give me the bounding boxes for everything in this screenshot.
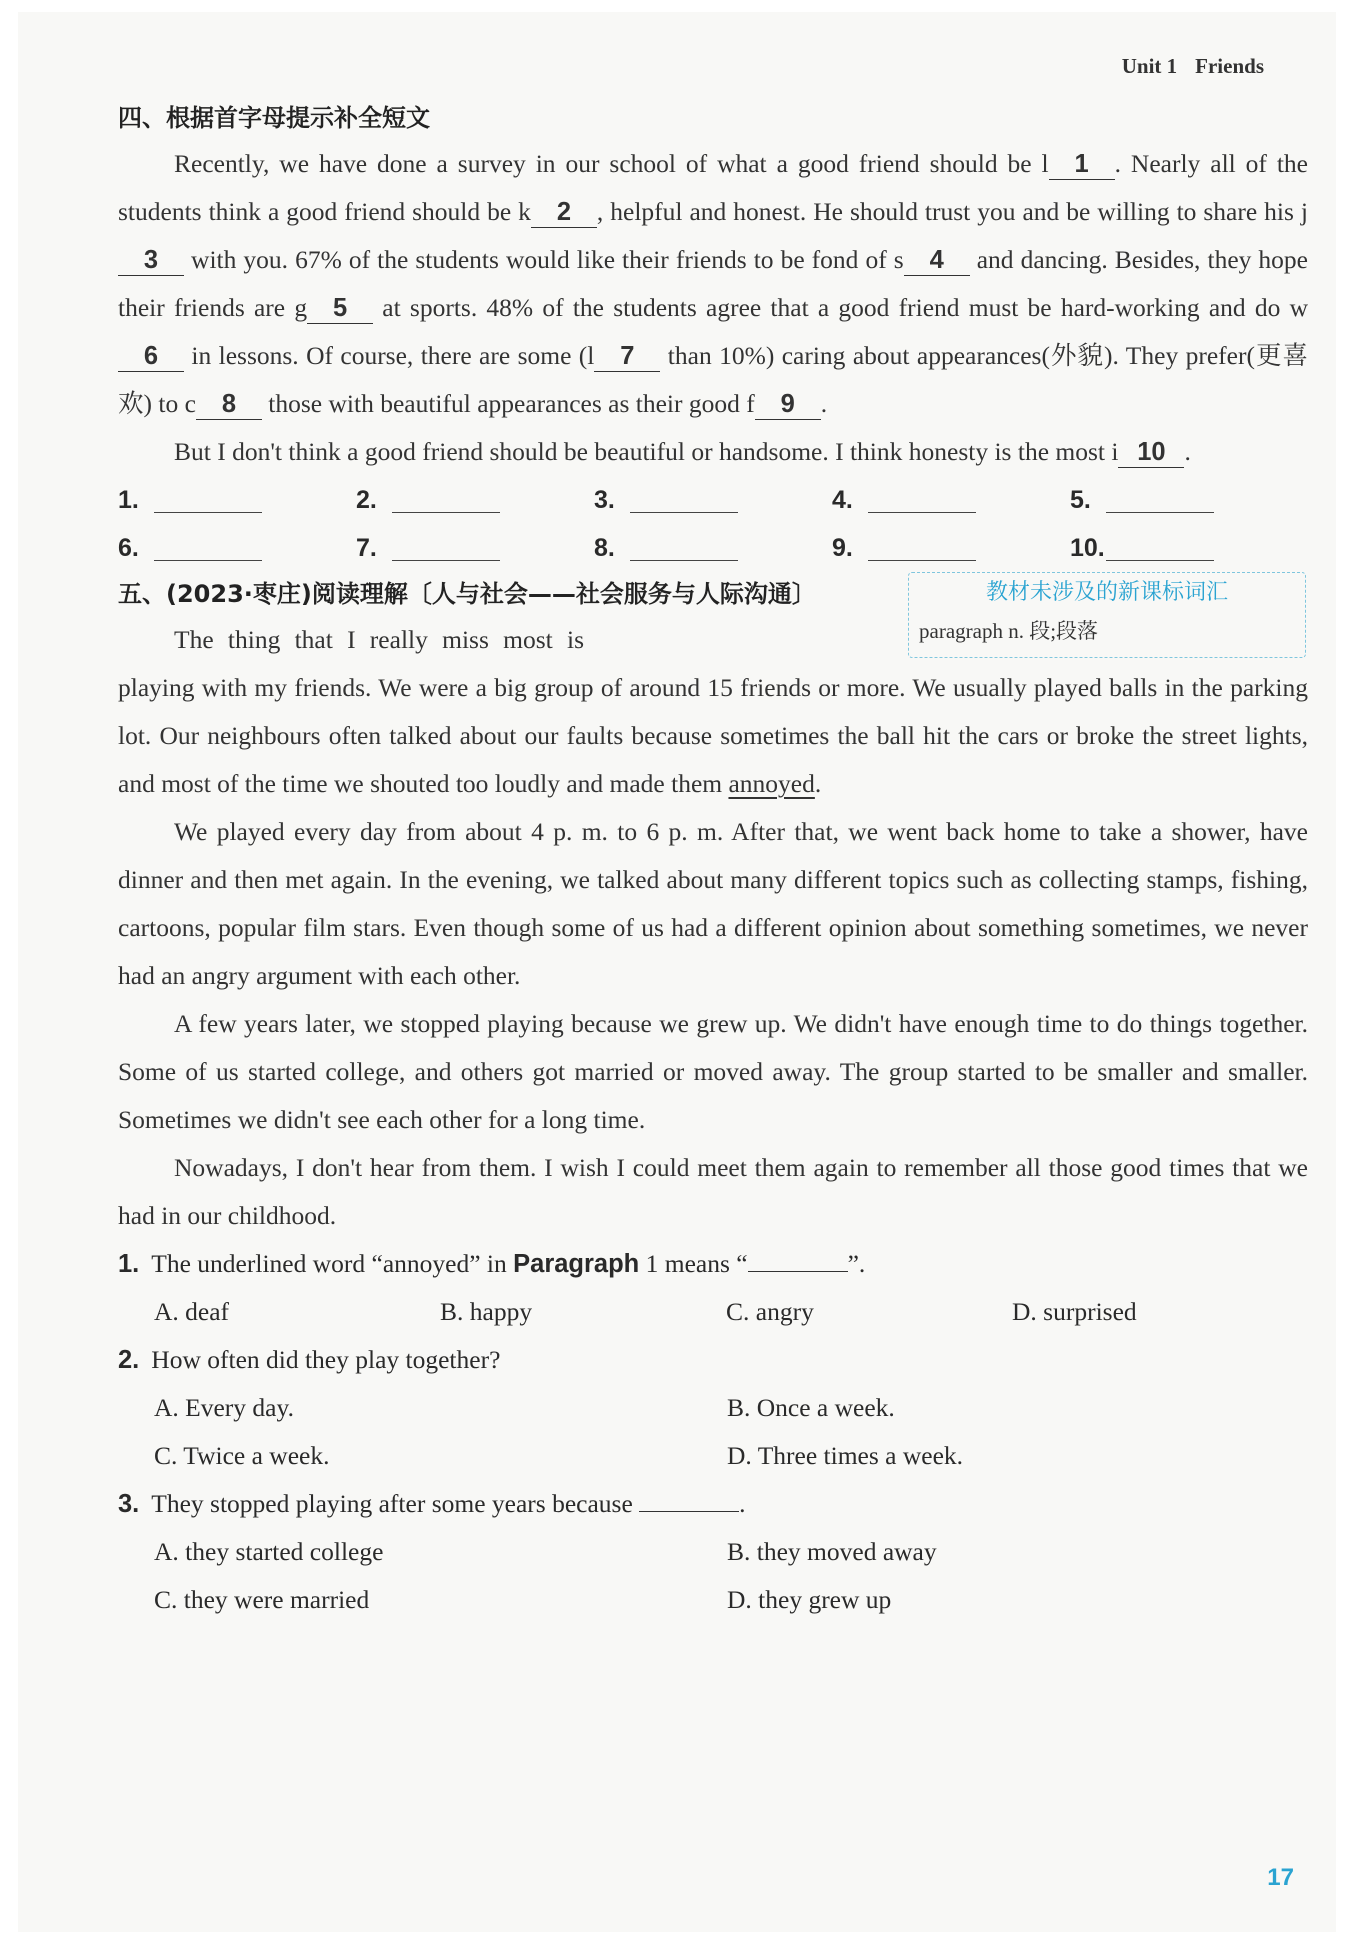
underlined-word: annoyed xyxy=(728,769,815,798)
option-c[interactable]: C. they were married xyxy=(154,1585,370,1614)
option-b[interactable]: B. happy xyxy=(440,1297,533,1326)
reading-paragraph-2: We played every day from about 4 p. m. to 6 p. m. After that, we went back home to take a shower, have dinner and then met again. In the evening, we talked about many different topics such as collecting stamps, fishing, cartoons, popular film stars. Even though some of us had a different opinion about something sometimes, we never had an angry argument with each other. xyxy=(118,817,1308,990)
answer-line[interactable] xyxy=(154,536,262,561)
section-5-header xyxy=(118,572,1308,643)
cloze-blank-7: 7 xyxy=(594,341,660,372)
cloze-blank-2: 2 xyxy=(531,197,597,228)
section-5-title: 五、(2023·枣庄)阅读理解〔人与社会——社会服务与人际沟通〕 xyxy=(118,580,816,608)
question-2-options-row-2 xyxy=(118,1432,1308,1480)
unit-label: Unit 1 xyxy=(1121,54,1178,78)
option-c[interactable]: C. Twice a week. xyxy=(154,1441,330,1470)
reading-paragraph-4: Nowadays, I don't hear from them. I wish I could meet them again to remember all those good times that we had in our childhood. xyxy=(118,1153,1308,1230)
answer-line[interactable] xyxy=(392,536,500,561)
question-3: 3. They stopped playing after some years because . xyxy=(118,1489,746,1518)
unit-title: Friends xyxy=(1195,54,1264,78)
question-blank[interactable] xyxy=(748,1249,848,1272)
cloze-blank-8: 8 xyxy=(196,389,262,420)
question-3-options-row-1 xyxy=(118,1528,1308,1576)
vocab-box-definition: paragraph n. 段;段落 xyxy=(919,619,1099,643)
option-a[interactable]: A. Every day. xyxy=(154,1393,294,1422)
answer-row-1: 1. 2. 3. 4. 5. xyxy=(118,476,1308,524)
option-c[interactable]: C. angry xyxy=(726,1297,814,1326)
question-1-options xyxy=(118,1288,1308,1336)
running-header xyxy=(1104,54,1264,79)
cloze-blank-9: 9 xyxy=(755,389,821,420)
cloze-blank-10: 10 xyxy=(1118,437,1184,468)
option-d[interactable]: D. Three times a week. xyxy=(727,1441,964,1470)
option-a[interactable]: A. deaf xyxy=(154,1297,230,1326)
vocab-box-title: 教材未涉及的新课标词汇 xyxy=(985,580,1228,605)
question-blank[interactable] xyxy=(639,1489,739,1512)
cloze-paragraph-2: But I don't think a good friend should be beautiful or handsome. I think honesty is the most i 10 . xyxy=(174,437,1191,466)
option-b[interactable]: B. they moved away xyxy=(727,1537,937,1566)
answer-line[interactable] xyxy=(154,488,262,513)
reading-paragraph-1: The thing that I really miss most is playing with my friends. We were a big group of around 15 friends or more. We usually played balls in the parking lot. Our neighbours often talked about our faults because sometimes the ball hit the cars or broke the street lights, and most of the time we shouted too loudly and made them annoyed. xyxy=(118,625,1308,798)
option-a[interactable]: A. they started college xyxy=(154,1537,384,1566)
option-d[interactable]: D. they grew up xyxy=(727,1585,892,1614)
answer-line[interactable] xyxy=(1106,536,1214,561)
cloze-blank-1: 1 xyxy=(1049,149,1115,180)
page xyxy=(18,12,1336,1932)
question-2-options-row-1 xyxy=(118,1384,1308,1432)
section-4-title: 四、根据首字母提示补全短文 xyxy=(118,104,430,132)
cloze-paragraph-1: Recently, we have done a survey in our school of what a good friend should be l 1 . Nearly all of the students think a good friend should be k 2 , helpful and honest. He should trust you and be willing to share his j3 with you. 67% of the students would like their friends to be fond of s 4 and dancing. Besides, they hope their friends are g 5 at sports. 48% of the students agree that a good friend must be hard-working and do w6 in lessons. Of course, there are some (l 7 than 10%) caring about appearances(外貌). They prefer(更喜欢) to c 8 those with beautiful appearances as their good f 9 . xyxy=(118,149,1309,418)
question-2: 2. How often did they play together? xyxy=(118,1345,501,1374)
answer-line[interactable] xyxy=(868,488,976,513)
page-number: 17 xyxy=(1267,1864,1294,1891)
reading-paragraph-3: A few years later, we stopped playing because we grew up. We didn't have enough time to do things together. Some of us started college, and others got married or moved away. The group started to be smaller and smaller. Sometimes we didn't see each other for a long time. xyxy=(118,1009,1308,1134)
cloze-blank-4: 4 xyxy=(904,245,970,276)
question-1: 1. The underlined word “annoyed” in Paragraph 1 means “ ”. xyxy=(118,1249,866,1278)
answer-line[interactable] xyxy=(630,536,738,561)
vocab-box xyxy=(908,572,1306,658)
answer-line[interactable] xyxy=(392,488,500,513)
question-3-options-row-2 xyxy=(118,1576,1308,1624)
answer-row-2: 6. 7. 8. 9. 10. xyxy=(118,524,1308,572)
cloze-blank-6: 6 xyxy=(118,341,184,372)
answer-line[interactable] xyxy=(1106,488,1214,513)
answer-line[interactable] xyxy=(868,536,976,561)
answer-line[interactable] xyxy=(630,488,738,513)
cloze-blank-3: 3 xyxy=(118,245,184,276)
option-d[interactable]: D. surprised xyxy=(1012,1297,1137,1326)
option-b[interactable]: B. Once a week. xyxy=(727,1393,895,1422)
content xyxy=(118,96,1308,1624)
cloze-blank-5: 5 xyxy=(307,293,373,324)
